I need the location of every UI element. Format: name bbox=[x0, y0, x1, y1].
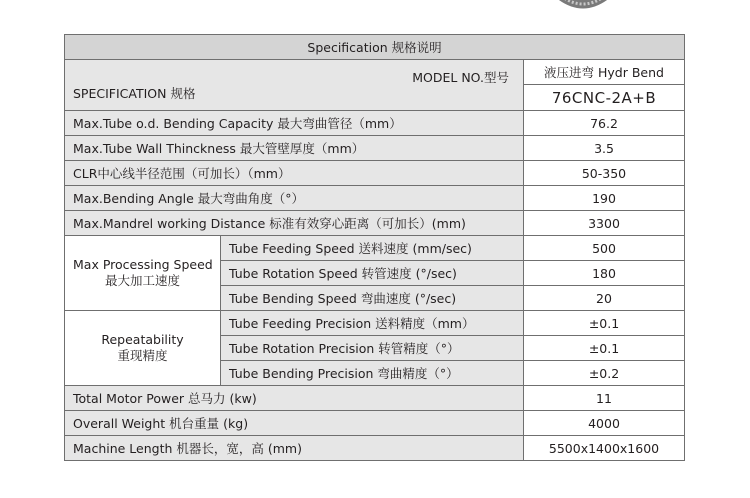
row-value: 500 bbox=[524, 236, 685, 261]
table-title: Specification 规格说明 bbox=[65, 35, 685, 60]
row-value: 76.2 bbox=[524, 111, 685, 136]
model-value: 76CNC-2A+B bbox=[524, 85, 685, 111]
specification-label: SPECIFICATION 规格 bbox=[73, 86, 196, 101]
header-row-1 bbox=[65, 60, 685, 85]
row-label: Max.Mandrel working Distance 标准有效穿心距离（可加长）(mm) bbox=[65, 211, 524, 236]
table-row bbox=[65, 211, 685, 236]
table-row bbox=[65, 136, 685, 161]
row-label: Tube Feeding Speed 送料速度 (mm/sec) bbox=[221, 236, 524, 261]
row-value: 4000 bbox=[524, 411, 685, 436]
processing-group-cn: 最大加工速度 bbox=[104, 273, 180, 288]
repeatability-group bbox=[65, 311, 221, 386]
row-value: 11 bbox=[524, 386, 685, 411]
row-label: Tube Feeding Precision 送料精度（mm） bbox=[221, 311, 524, 336]
table-title-row bbox=[65, 35, 685, 60]
product-name: 液压进弯 Hydr Bend bbox=[524, 60, 685, 85]
repeatability-group-cn: 重现精度 bbox=[117, 348, 168, 363]
processing-speed-group bbox=[65, 236, 221, 311]
row-value: 20 bbox=[524, 286, 685, 311]
table-row bbox=[65, 386, 685, 411]
row-label: CLR中心线半径范围（可加长）（mm） bbox=[65, 161, 524, 186]
row-value: ±0.1 bbox=[524, 311, 685, 336]
header-cell bbox=[65, 60, 524, 111]
row-value: 50-350 bbox=[524, 161, 685, 186]
model-no-label: MODEL NO.型号 bbox=[412, 70, 509, 85]
specification-table bbox=[64, 34, 685, 461]
row-label: Max.Tube Wall Thinckness 最大管壁厚度（mm） bbox=[65, 136, 524, 161]
row-label: Tube Rotation Precision 转管精度（°） bbox=[221, 336, 524, 361]
table-row bbox=[65, 436, 685, 461]
row-label: Max.Bending Angle 最大弯曲角度（°） bbox=[65, 186, 524, 211]
row-value: 180 bbox=[524, 261, 685, 286]
table-row bbox=[65, 161, 685, 186]
row-label: Max.Tube o.d. Bending Capacity 最大弯曲管径（mm） bbox=[65, 111, 524, 136]
row-label: Tube Bending Precision 弯曲精度（°） bbox=[221, 361, 524, 386]
row-value: 3300 bbox=[524, 211, 685, 236]
row-label: Machine Length 机器长，宽，高 (mm) bbox=[65, 436, 524, 461]
row-value: 5500x1400x1600 bbox=[524, 436, 685, 461]
row-label: Tube Bending Speed 弯曲速度 (°/sec) bbox=[221, 286, 524, 311]
row-value: ±0.1 bbox=[524, 336, 685, 361]
table-row bbox=[65, 411, 685, 436]
row-value: 3.5 bbox=[524, 136, 685, 161]
processing-group-en: Max Processing Speed bbox=[73, 257, 213, 272]
row-label: Overall Weight 机台重量 (kg) bbox=[65, 411, 524, 436]
table-row bbox=[65, 111, 685, 136]
table-row bbox=[65, 311, 685, 336]
repeatability-group-en: Repeatability bbox=[101, 332, 184, 347]
row-label: Tube Rotation Speed 转管速度 (°/sec) bbox=[221, 261, 524, 286]
machine-part-corner-image bbox=[538, 0, 628, 16]
row-value: 190 bbox=[524, 186, 685, 211]
row-label: Total Motor Power 总马力 (kw) bbox=[65, 386, 524, 411]
table-row bbox=[65, 236, 685, 261]
row-value: ±0.2 bbox=[524, 361, 685, 386]
table-row bbox=[65, 186, 685, 211]
